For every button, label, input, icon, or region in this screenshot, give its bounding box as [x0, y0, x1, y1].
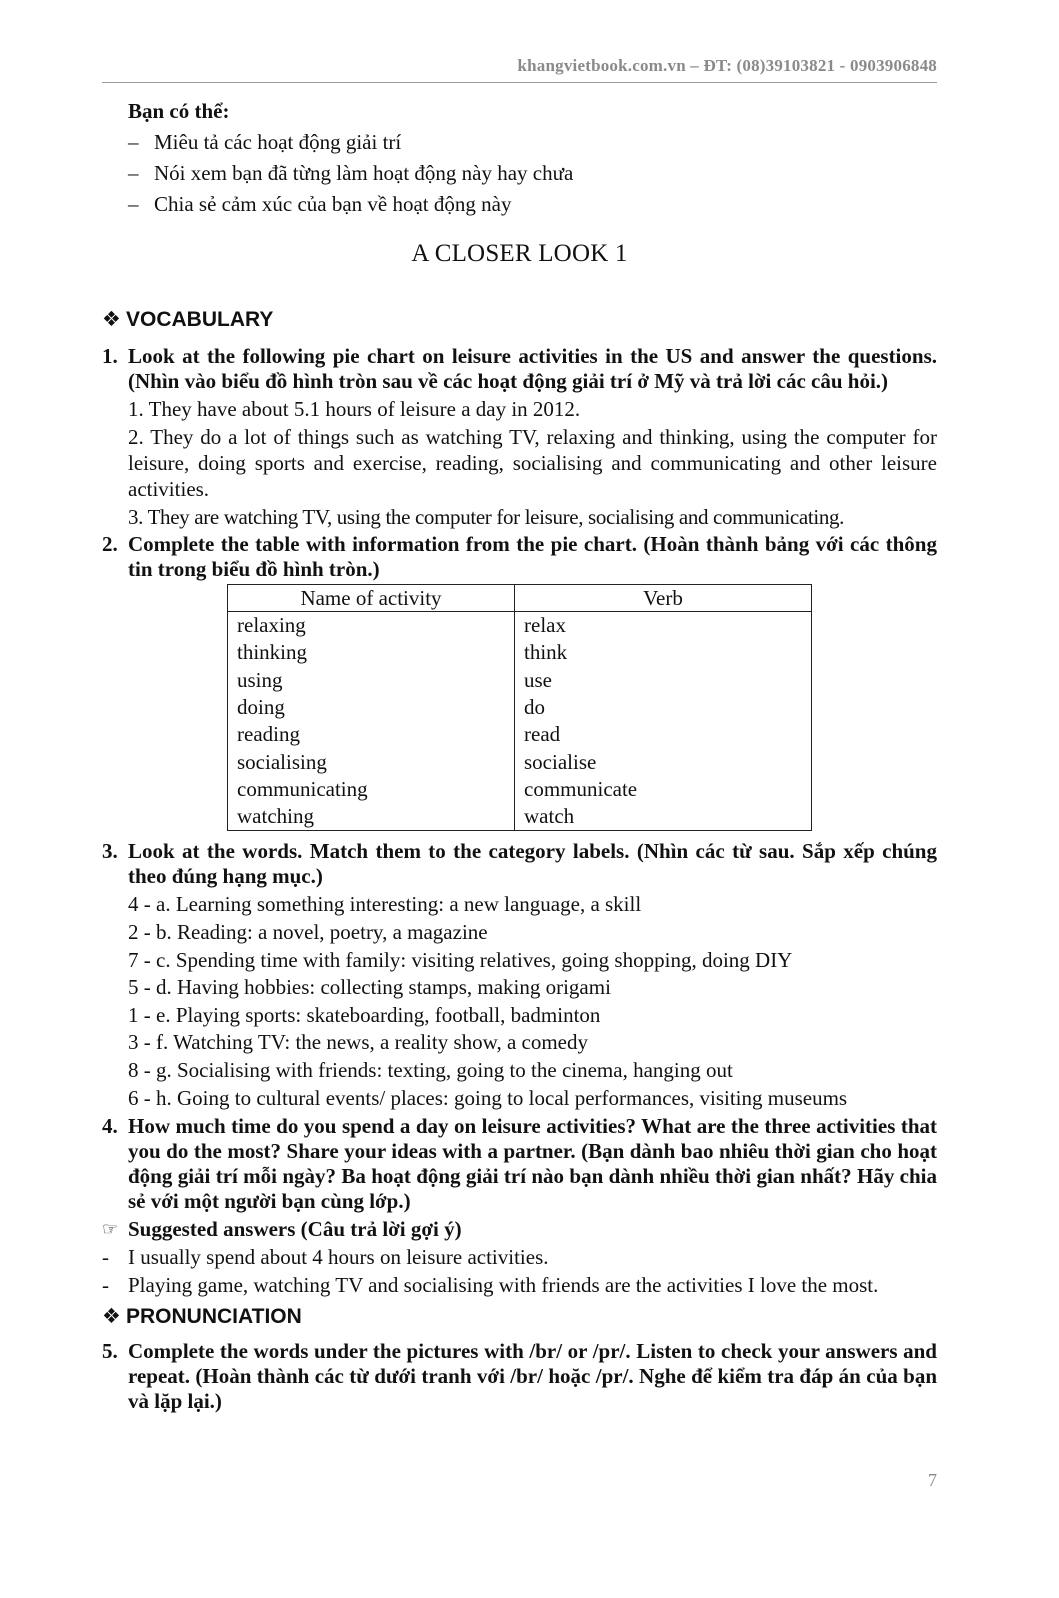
list-item	[102, 1243, 937, 1271]
answer-line: 3. They are watching TV, using the computer for leisure, socialising and communicating.	[128, 505, 845, 529]
activity-verb-table	[227, 584, 812, 831]
table-cell: using	[228, 667, 515, 694]
table-row	[228, 803, 812, 831]
header-divider	[102, 82, 937, 83]
table-cell: communicate	[515, 776, 812, 803]
list-item: 7 - c. Spending time with family: visiting relatives, going shopping, doing DIY	[128, 947, 793, 972]
task-2	[102, 532, 937, 582]
table-cell: relax	[515, 612, 812, 640]
task-number: 3.	[102, 839, 118, 864]
task-instruction: Complete the table with information from the pie chart. (Hoàn thành bảng với các thông tin trong biểu đồ hình tròn.)	[128, 532, 937, 581]
dash-bullet: -	[102, 1245, 109, 1270]
column-header: Name of activity	[228, 585, 515, 612]
table-row	[228, 748, 812, 775]
task-number: 4.	[102, 1114, 118, 1139]
intro-title: Bạn có thể:	[128, 99, 230, 123]
intro-item: – Chia sẻ cảm xúc của bạn về hoạt động này	[102, 189, 937, 220]
task-instruction: Look at the words. Match them to the category labels. (Nhìn các từ sau. Sắp xếp chúng theo đúng hạng mục.)	[128, 839, 937, 889]
list-item: 8 - g. Socialising with friends: texting, going to the cinema, hanging out	[128, 1057, 733, 1082]
table-row	[228, 721, 812, 748]
table-cell: socialise	[515, 748, 812, 775]
page-header: khangvietbook.com.vn – ĐT: (08)39103821 - 0903906848	[517, 56, 937, 75]
table-cell: think	[515, 639, 812, 666]
suggested-answers-label: Suggested answers (Câu trả lời gợi ý)	[128, 1217, 462, 1242]
list-item: 3 - f. Watching TV: the news, a reality show, a comedy	[128, 1030, 588, 1055]
answer-text: Playing game, watching TV and socialising with friends are the activities I love the most.	[128, 1273, 879, 1298]
table-row	[228, 639, 812, 666]
table-cell: reading	[228, 721, 515, 748]
list-item: 5 - d. Having hobbies: collecting stamps, making origami	[128, 975, 611, 1000]
task-number: 1.	[102, 344, 118, 368]
task-instruction: Complete the words under the pictures with /br/ or /pr/. Listen to check your answers and repeat. (Hoàn thành các từ dưới tranh với /br/ hoặc /pr/. Nghe để kiểm tra đáp án của bạn và lặp lại.)	[128, 1339, 937, 1414]
task-1	[102, 344, 937, 394]
table-row	[228, 667, 812, 694]
suggested-answers	[102, 1216, 937, 1243]
answer-line: 2. They do a lot of things such as watching TV, relaxing and thinking, using the computer for leisure, doing sports and exercise, reading, socialising and communicating and other leisure activities.	[128, 425, 937, 501]
section-pronunciation	[102, 1303, 937, 1331]
table-header-row	[228, 585, 812, 612]
table-cell: doing	[228, 694, 515, 721]
task-3	[102, 839, 937, 889]
list-item: 4 - a. Learning something interesting: a new language, a skill	[128, 892, 642, 917]
page-content	[102, 97, 937, 1414]
table-cell: read	[515, 721, 812, 748]
list-item: 6 - h. Going to cultural events/ places: going to local performances, visiting museums	[128, 1085, 848, 1110]
table-cell: thinking	[228, 639, 515, 666]
table-cell: socialising	[228, 748, 515, 775]
section-title: VOCABULARY	[126, 308, 274, 331]
answer-text: I usually spend about 4 hours on leisure activities.	[128, 1245, 549, 1270]
intro-item: – Miêu tả các hoạt động giải trí	[102, 127, 937, 158]
intro-list	[102, 127, 937, 220]
table-cell: watching	[228, 803, 515, 831]
list-item: 2 - b. Reading: a novel, poetry, a magazine	[128, 919, 488, 944]
intro-item: – Nói xem bạn đã từng làm hoạt động này hay chưa	[102, 158, 937, 189]
table-row	[228, 694, 812, 721]
page-heading: A CLOSER LOOK 1	[411, 240, 628, 267]
page-number: 7	[928, 1470, 937, 1490]
task-5	[102, 1339, 937, 1414]
section-vocabulary	[102, 306, 937, 334]
table-row	[228, 612, 812, 640]
task-4	[102, 1114, 937, 1214]
table-row	[228, 776, 812, 803]
task-number: 2.	[102, 532, 118, 556]
diamond-bullet-icon: ❖	[102, 1305, 121, 1329]
table-cell: communicating	[228, 776, 515, 803]
section-title: PRONUNCIATION	[126, 1305, 302, 1329]
table-cell: do	[515, 694, 812, 721]
task-instruction: How much time do you spend a day on leisure activities? What are the three activities that you do the most? Share your ideas with a partner. (Bạn dành bao nhiêu thời gian cho hoạt động giải trí mỗi ngày? Ba hoạt động giải trí nào bạn dành nhiều thời gian nhất? Hãy chia sẻ với một người bạn cùng lớp.)	[128, 1114, 937, 1214]
table-cell: watch	[515, 803, 812, 831]
task-instruction: Look at the following pie chart on leisure activities in the US and answer the questions. (Nhìn vào biểu đồ hình tròn sau về các hoạt động giải trí ở Mỹ và trả lời các câu hỏi.)	[128, 344, 937, 393]
table-cell: relaxing	[228, 612, 515, 640]
task-number: 5.	[102, 1339, 118, 1364]
column-header: Verb	[515, 585, 812, 612]
dash-bullet: -	[102, 1273, 109, 1298]
pointing-hand-icon: ☞	[102, 1219, 119, 1240]
answer-line: 1. They have about 5.1 hours of leisure a day in 2012.	[128, 397, 581, 421]
table-cell: use	[515, 667, 812, 694]
diamond-bullet-icon: ❖	[102, 308, 121, 331]
match-answers	[102, 891, 937, 1112]
list-item: 1 - e. Playing sports: skateboarding, football, badminton	[128, 1002, 601, 1027]
list-item	[102, 1271, 937, 1299]
